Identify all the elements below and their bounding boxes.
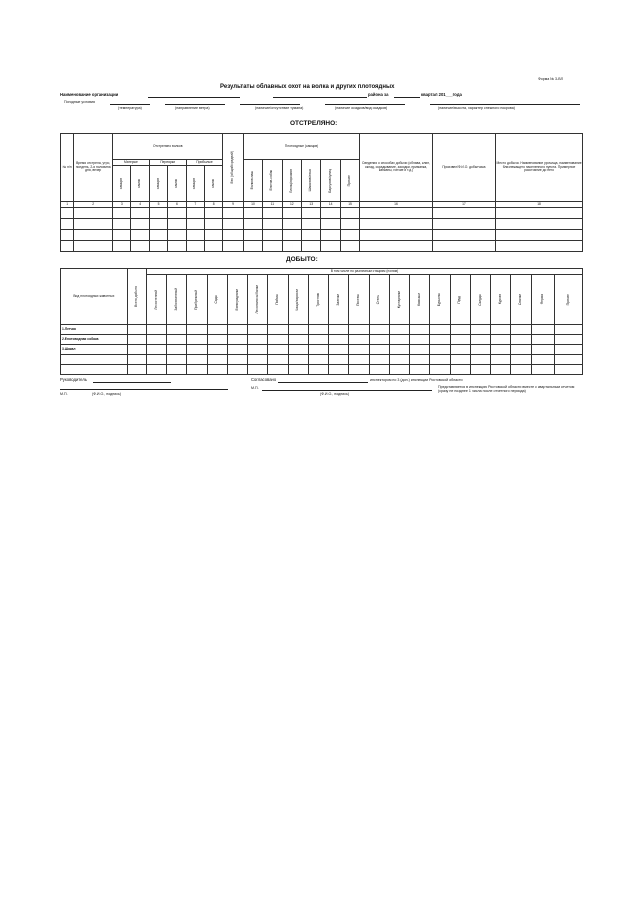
h-method: Сведения о способах добычи (облава, клин, оклад, скрадывание, засидки, приманка, капканы, гончие и т.д.) <box>360 134 433 202</box>
district-label: района за <box>368 92 389 97</box>
table-row[interactable] <box>61 345 583 355</box>
h-station: Виноградники <box>227 275 247 325</box>
col-num: 14 <box>321 202 340 208</box>
h-other-5: Прочие <box>340 160 359 202</box>
agreed-label: Согласовано <box>251 377 277 382</box>
col-num: 10 <box>243 202 262 208</box>
table-row[interactable] <box>61 241 583 252</box>
table-row[interactable] <box>61 355 583 365</box>
mp2-label: М.П. <box>251 386 259 390</box>
district-line[interactable] <box>273 97 367 98</box>
h-other: Плотоядные (самцов) <box>243 134 359 160</box>
h-other-2: Лисиц/корсаков <box>282 160 301 202</box>
table-row[interactable] <box>61 208 583 219</box>
h-date: Время отстрела, утро, полдень, 2-я половина дня, вечер <box>74 134 113 202</box>
h-station: Прочие <box>555 275 583 325</box>
h-matorye: Матерые <box>113 160 150 166</box>
col-num: 7 <box>186 202 204 208</box>
species-label: 1.Летчик <box>61 325 128 335</box>
table-row[interactable] <box>61 230 583 241</box>
caption-snow: (наличие/высота, характер снежного покрова) <box>438 106 515 110</box>
head-sign-line[interactable] <box>93 382 171 383</box>
h-station: Прибрежный <box>187 275 207 325</box>
weather-line-5[interactable] <box>430 104 580 105</box>
h-other-3: Шакалов/иных <box>302 160 321 202</box>
h-male-1: самцов <box>113 166 131 202</box>
quarter-label: квартал 201___года <box>421 92 462 97</box>
shot-heading: ОТСТРЕЛЯНО: <box>290 120 338 127</box>
h-male-2: самцов <box>149 166 167 202</box>
table-row[interactable] <box>61 219 583 230</box>
h-station: Пруд <box>450 275 470 325</box>
h-male-3: самцов <box>186 166 204 202</box>
sign-caption: (Ф.И.О., подпись) <box>92 392 122 396</box>
caption-fog: (наличие/отсутствие тумана) <box>255 106 304 110</box>
h-station: Поймы <box>268 275 288 325</box>
head-name-line[interactable] <box>60 389 228 390</box>
h-station: Чащи/заросли <box>288 275 308 325</box>
col-num: 3 <box>113 202 131 208</box>
h-station: Залежи <box>329 275 349 325</box>
sign2-caption: (Ф.И.О., подпись) <box>320 392 350 396</box>
caption-wind: (направление ветра) <box>175 106 210 110</box>
h-station: Посевы <box>349 275 369 325</box>
shot-data-rows[interactable] <box>61 208 583 252</box>
h-station: Лесостепной <box>146 275 166 325</box>
h-station: Сады <box>207 275 227 325</box>
h-num: № п/п <box>61 134 74 202</box>
col-num: 17 <box>432 202 495 208</box>
col-num: 13 <box>302 202 321 208</box>
h-species: Вид плотоядных животных <box>61 269 128 325</box>
col-num: 15 <box>340 202 359 208</box>
col-num: 18 <box>496 202 583 208</box>
taken-table <box>60 268 583 375</box>
col-num: 2 <box>74 202 113 208</box>
h-other-1: Енотов-собак <box>263 160 282 202</box>
caption-precip: (наличие осадков/вид осадков) <box>335 106 388 110</box>
h-station: Тростник <box>308 275 328 325</box>
h-station: Бурьяны <box>430 275 450 325</box>
col-num: 6 <box>168 202 186 208</box>
col-num: 4 <box>131 202 149 208</box>
h-pribylye: Прибылые <box>186 160 223 166</box>
col-num: 11 <box>263 202 282 208</box>
org-label: Наименование организации <box>60 92 119 97</box>
submission-note: Представляется в инспекцию Ростовской области вместе с квартальным отчетом (сразу не позднее 1 числа после отчетного периода) <box>438 385 575 394</box>
table-row[interactable] <box>61 335 583 345</box>
h-station: Свалки <box>511 275 531 325</box>
table-row[interactable] <box>61 365 583 375</box>
h-female-2: самок <box>168 166 186 202</box>
weather-line-2[interactable] <box>165 104 225 105</box>
form-number: Форма № 3-ВЛ <box>538 77 563 81</box>
h-other-0: Волков-наш <box>243 160 262 202</box>
weather-line-3[interactable] <box>240 104 300 105</box>
h-place: Место добычи. Наименование урочища, наименование близлежащего населенного пункта. Примерное расстояние до него <box>496 134 583 202</box>
col-num: 8 <box>204 202 222 208</box>
agreed-line[interactable] <box>278 382 368 383</box>
h-station: Заболоченный <box>167 275 187 325</box>
h-female-3: самок <box>204 166 222 202</box>
h-other-4: Барсуков/куниц <box>321 160 340 202</box>
species-label: 2.Енотовидная собака <box>61 335 128 345</box>
head-label: Руководитель <box>60 377 87 382</box>
quarter-line[interactable] <box>394 97 420 98</box>
h-pereyarki: Переярки <box>149 160 186 166</box>
col-num: 1 <box>61 202 74 208</box>
h-station: Курган <box>491 275 511 325</box>
h-incl: В том числе по различным стациям (полям) <box>146 269 582 275</box>
h-wolves: Отстреляно волков <box>113 134 223 160</box>
h-station: Камыши <box>410 275 430 325</box>
h-hunter: Произвел/Ф.И.О. добытчика <box>432 134 495 202</box>
shot-table <box>60 133 583 252</box>
mp-label: М.П. <box>60 392 68 396</box>
h-total: Всего добыто <box>127 269 146 325</box>
h-female-1: самок <box>131 166 149 202</box>
weather-line-1[interactable] <box>110 104 150 105</box>
weather-line-4[interactable] <box>325 104 405 105</box>
species-label: 3.Шакал <box>61 345 128 355</box>
col-num: 9 <box>223 202 243 208</box>
table-row[interactable] <box>61 325 583 335</box>
h-station: Ферма <box>531 275 555 325</box>
col-num: 12 <box>282 202 301 208</box>
weather-label: Погодные условия <box>64 100 95 104</box>
col-num: 5 <box>149 202 167 208</box>
taken-heading: ДОБЫТО: <box>286 256 318 263</box>
h-station: Кустарники <box>389 275 409 325</box>
h-station: Степь <box>369 275 389 325</box>
h-station: Скирды <box>470 275 490 325</box>
caption-temp: (температура) <box>118 106 142 110</box>
h-weight: Вес (общий/средний) <box>223 134 243 202</box>
agreed-tail: инспектором по 3 (доп.) инспекции Ростовской области <box>370 378 463 382</box>
form-title: Результаты облавных охот на волка и других плотоядных <box>220 84 395 90</box>
col-num: 16 <box>360 202 433 208</box>
agreed-sign-line[interactable] <box>262 390 432 391</box>
org-name-line[interactable] <box>148 97 240 98</box>
h-station: Лесополосы/балки <box>248 275 268 325</box>
